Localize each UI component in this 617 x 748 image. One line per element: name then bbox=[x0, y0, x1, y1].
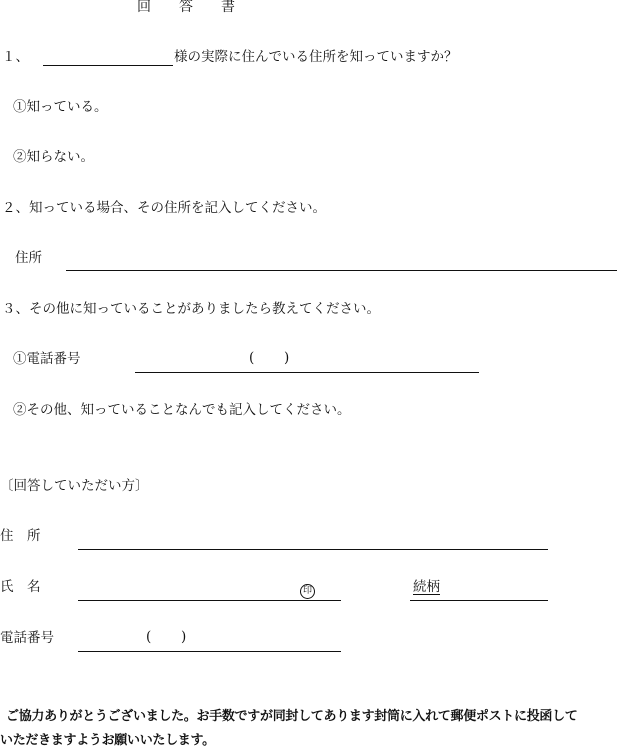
q1-question-text: 様の実際に住んでいる住所を知っていますか？ bbox=[174, 49, 458, 65]
seal-icon: 印 bbox=[300, 584, 315, 599]
respondent-address-label: 住 所 bbox=[0, 528, 41, 544]
respondent-phone-paren-open: ( bbox=[146, 629, 152, 645]
title-char-3: 書 bbox=[221, 0, 235, 15]
q1-option-dont-know[interactable]: ②知らない。 bbox=[13, 149, 94, 165]
q3-other-text: ②その他、知っていることなんでも記入してください。 bbox=[13, 402, 351, 418]
respondent-address-field[interactable] bbox=[78, 549, 548, 550]
footer-line-1: ご協力ありがとうございました。お手数ですが同封してあります封筒に入れて郵便ポストに投函して bbox=[6, 709, 578, 724]
respondent-name-label: 氏 名 bbox=[0, 579, 41, 595]
q3-phone-label: ①電話番号 bbox=[13, 351, 81, 367]
respondent-phone-label: 電話番号 bbox=[0, 630, 54, 646]
respondent-name-field[interactable] bbox=[78, 600, 341, 601]
respondent-phone-paren-close: ) bbox=[181, 629, 187, 645]
q1-option-know[interactable]: ①知っている。 bbox=[13, 99, 108, 115]
respondent-phone-field[interactable] bbox=[78, 651, 341, 652]
document-title bbox=[137, 0, 235, 14]
q2-question-text: ２、知っている場合、その住所を記入してください。 bbox=[2, 200, 326, 216]
q3-question-text: ３、その他に知っていることがありましたら教えてください。 bbox=[2, 301, 380, 317]
relation-field[interactable] bbox=[410, 600, 548, 601]
seal-mark bbox=[300, 580, 315, 599]
footer-line-2: いただきますようお願いいたします。 bbox=[0, 733, 215, 748]
q2-address-label: 住所 bbox=[15, 250, 42, 266]
relation-label: 続柄 bbox=[413, 579, 440, 595]
q3-phone-field[interactable] bbox=[135, 372, 479, 373]
q1-name-blank[interactable] bbox=[43, 65, 173, 66]
q1-number: １、 bbox=[2, 49, 29, 65]
q2-address-field[interactable] bbox=[66, 270, 617, 271]
title-char-1: 回 bbox=[137, 0, 151, 15]
respondent-heading: 〔回答していただい方〕 bbox=[0, 478, 149, 494]
q3-phone-paren-open: ( bbox=[249, 350, 255, 366]
q3-phone-paren-close: ) bbox=[284, 350, 290, 366]
title-char-2: 答 bbox=[179, 0, 193, 15]
